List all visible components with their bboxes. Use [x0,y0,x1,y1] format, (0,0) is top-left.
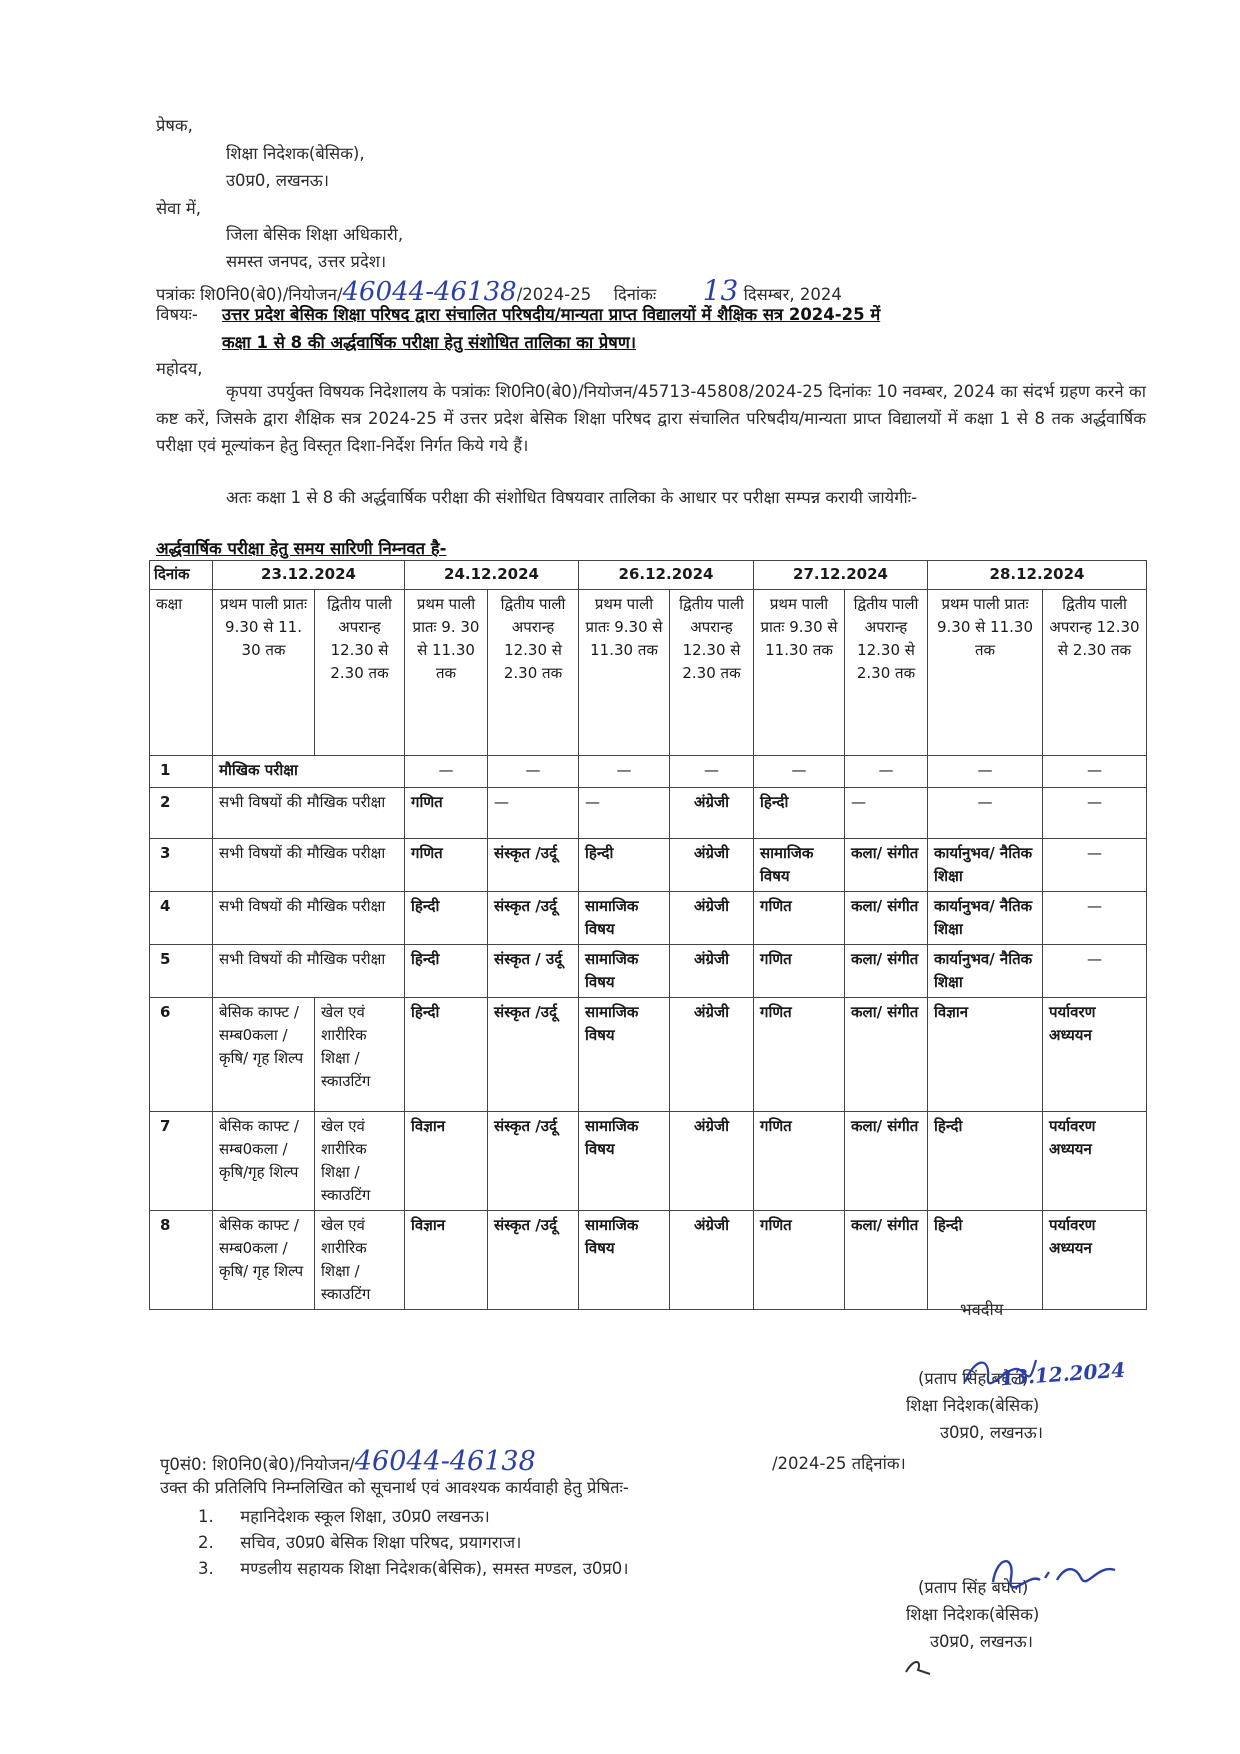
list-item [198,1504,490,1527]
subject-cell: गणित [405,788,488,839]
subject-cell: अंग्रेजी [670,788,754,839]
date-label-cell: दिनांक [150,561,213,590]
subject-cell: संस्कृत /उर्दू [488,839,579,892]
date-header-row [150,561,1147,590]
handwritten-signature-date: 13.12.2024 [999,1357,1126,1391]
day1-cell: सभी विषयों की मौखिक परीक्षा [213,945,405,998]
subject-cell: अंग्रेजी [670,998,754,1112]
subject-cell: — [579,756,670,788]
sender-line-1: शिक्षा निदेशक(बेसिक), [226,144,365,163]
day1-cell: सभी विषयों की मौखिक परीक्षा [213,788,405,839]
shift-cell: द्वितीय पाली अपरान्ह 12.30 से 2.30 तक [670,590,754,756]
subject-line-1: उत्तर प्रदेश बेसिक शिक्षा परिषद द्वारा संचालित परिषदीय/मान्यता प्राप्त विद्यालयों में शैक्षिक सत्र 2024-25 में [222,305,881,324]
table-row [150,998,1147,1112]
subject-cell: हिन्दी [928,1112,1043,1211]
paragraph-2: अतः कक्षा 1 से 8 की अर्द्धवार्षिक परीक्षा की संशोधित विषयवार तालिका के आधार पर परीक्षा सम्पन्न करायी जायेगीः- [226,488,918,507]
shift-header-row [150,590,1147,756]
subject-cell: सामाजिक विषय [579,998,670,1112]
class-number: 6 [150,998,213,1112]
shift-cell: द्वितीय पाली अपरान्ह 12.30 से 2.30 तक [488,590,579,756]
sender-line-2: उ0प्र0, लखनऊ। [226,171,329,190]
table-row [150,788,1147,839]
table-row [150,839,1147,892]
date-cell: 28.12.2024 [928,561,1147,590]
salutation: महोदय, [156,359,203,378]
list-item-number: 3. [198,1559,214,1578]
shift-cell: प्रथम पाली प्रातः 9.30 से 11.30 तक [754,590,845,756]
exam-timetable [149,560,1147,1310]
subject-cell: कला/ संगीत [845,1211,928,1310]
initial-mark [900,1652,940,1682]
list-item-number: 2. [198,1533,214,1552]
subject-cell: पर्यावरण अध्ययन [1043,1211,1147,1310]
class-number: 2 [150,788,213,839]
subject-cell: अंग्रेजी [670,945,754,998]
subject-line-2: कक्षा 1 से 8 की अर्द्धवार्षिक परीक्षा हेतु संशोधित तालिका का प्रेषण। [222,333,637,352]
subject-cell: गणित [754,892,845,945]
subject-cell: गणित [754,1211,845,1310]
class-number: 5 [150,945,213,998]
endorsement-suffix: /2024-25 तद्दिनांक। [772,1454,906,1473]
day1-cell: सभी विषयों की मौखिक परीक्षा [213,892,405,945]
reference-prefix: पत्रांकः शि0नि0(बे0)/नियोजन/ [156,285,343,304]
subject-cell: संस्कृत /उर्दू [488,1211,579,1310]
subject-cell: हिन्दी [928,1211,1043,1310]
to-label: सेवा में, [156,199,201,218]
list-item-text: महानिदेशक स्कूल शिक्षा, उ0प्र0 लखनऊ। [240,1507,490,1526]
subject-cell: कला/ संगीत [845,945,928,998]
subject-cell: विज्ञान [405,1211,488,1310]
endorsement-intro: उक्त की प्रतिलिपि निम्नलिखित को सूचनार्थ एवं आवश्यक कार्यवाही हेतु प्रेषितः- [160,1478,629,1497]
to-line-2: समस्त जनपद, उत्तर प्रदेश। [226,252,387,271]
table-row [150,1112,1147,1211]
class-number: 3 [150,839,213,892]
table-row [150,1211,1147,1310]
signatory2-name: (प्रताप सिंह बघेल) [918,1578,1029,1597]
signatory-name: (प्रताप सिंह बघेल) [918,1369,1029,1388]
subject-cell: सामाजिक विषय [579,1112,670,1211]
subject-cell: — [488,756,579,788]
subject-cell: कला/ संगीत [845,1112,928,1211]
subject-cell: हिन्दी [405,892,488,945]
list-item-text: सचिव, उ0प्र0 बेसिक शिक्षा परिषद, प्रयागराज। [240,1533,522,1552]
day1-shift1-cell: बेसिक काफ्ट /सम्ब0कला /कृषि/ गृह शिल्प [213,998,315,1112]
day1-cell: मौखिक परीक्षा [213,756,405,788]
day1-shift2-cell: खेल एवं शारीरिक शिक्षा / स्काउटिंग [315,1112,405,1211]
signatory2-place: उ0प्र0, लखनऊ। [930,1632,1033,1651]
subject-cell: हिन्दी [405,998,488,1112]
signature-scribble [985,1552,1125,1597]
closing: भवदीय [960,1300,1004,1319]
subject-cell: कला/ संगीत [845,839,928,892]
shift-cell: प्रथम पाली प्रातः 9.30 से 11.30 तक [928,590,1043,756]
subject-cell: गणित [754,945,845,998]
shift-cell: द्वितीय पाली अपरान्ह 12.30 से 2.30 तक [1043,590,1147,756]
list-item [198,1530,521,1553]
date-cell: 26.12.2024 [579,561,754,590]
subject-cell: सामाजिक विषय [754,839,845,892]
subject-cell: कार्यानुभव/ नैतिक शिक्षा [928,892,1043,945]
subject-cell: — [928,756,1043,788]
signatory2-designation: शिक्षा निदेशक(बेसिक) [906,1605,1040,1624]
subject-cell: कार्यानुभव/ नैतिक शिक्षा [928,839,1043,892]
subject-cell: सामाजिक विषय [579,1211,670,1310]
table-row [150,892,1147,945]
subject-cell: — [754,756,845,788]
subject-cell: — [488,788,579,839]
subject-cell: — [845,756,928,788]
subject-cell: संस्कृत /उर्दू [488,998,579,1112]
paragraph-1: कृपया उपर्युक्त विषयक निदेशालय के पत्रांकः शि0नि0(बे0)/नियोजन/45713-45808/2024-25 दिनांकः 10 नवम्बर, 2024 का संदर्भ ग्रहण करने का कष्ट करें, जिसके द्वारा शैक्षिक सत्र 2024-25 में उत्तर प्रदेश बेसिक शिक्षा परिषद द्वारा संचालित परिषदीय/मान्यता प्राप्त विद्यालयों में कक्षा 1 से 8 तक अर्द्धवार्षिक परीक्षा एवं मूल्यांकन हेतु विस्तृत दिशा-निर्देश निर्गत किये गये हैं। [156,382,1146,455]
subject-cell: — [928,788,1043,839]
class-number: 1 [150,756,213,788]
table-row [150,756,1147,788]
shift-cell: प्रथम पाली प्रातः 9. 30 से 11.30 तक [405,590,488,756]
subject-cell: — [405,756,488,788]
day1-shift2-cell: खेल एवं शारीरिक शिक्षा / स्काउटिंग [315,998,405,1112]
subject-cell: अंग्रेजी [670,839,754,892]
class-label-cell: कक्षा [150,590,213,756]
day1-shift1-cell: बेसिक काफ्ट /सम्ब0कला /कृषि/ गृह शिल्प [213,1211,315,1310]
subject-cell: — [1043,788,1147,839]
shift-cell: द्वितीय पाली अपरान्ह 12.30 से 2.30 तक [845,590,928,756]
subject-cell: — [1043,756,1147,788]
sender-label: प्रेषक, [156,116,193,135]
subject-cell: विज्ञान [928,998,1043,1112]
subject-cell: कला/ संगीत [845,892,928,945]
handwritten-day: 13 [702,274,739,307]
subject-cell: — [670,756,754,788]
shift-cell: प्रथम पाली प्रातः 9.30 से 11. 30 तक [213,590,315,756]
table-row [150,945,1147,998]
subject-cell: — [1043,839,1147,892]
list-item-number: 1. [198,1507,214,1526]
signatory-designation: शिक्षा निदेशक(बेसिक) [906,1396,1040,1415]
list-item [198,1556,629,1579]
subject-cell: — [1043,945,1147,998]
date-label: दिनांकः [613,285,657,304]
subject-cell: अंग्रेजी [670,1112,754,1211]
subject-cell: — [1043,892,1147,945]
table-title: अर्द्धवार्षिक परीक्षा हेतु समय सारिणी निम्नवत है- [156,539,447,558]
class-number: 4 [150,892,213,945]
subject-cell: गणित [754,1112,845,1211]
day1-shift1-cell: बेसिक काफ्ट /सम्ब0कला /कृषि/गृह शिल्प [213,1112,315,1211]
subject-cell: हिन्दी [405,945,488,998]
subject-cell: पर्यावरण अध्ययन [1043,998,1147,1112]
subject-cell: — [579,788,670,839]
subject-cell: सामाजिक विषय [579,892,670,945]
subject-cell: संस्कृत /उर्दू [488,1112,579,1211]
subject-cell: गणित [405,839,488,892]
class-number: 8 [150,1211,213,1310]
day1-shift2-cell: खेल एवं शारीरिक शिक्षा / स्काउटिंग [315,1211,405,1310]
subject-cell: — [845,788,928,839]
subject-cell: संस्कृत /उर्दू [488,892,579,945]
date-cell: 23.12.2024 [213,561,405,590]
date-rest: दिसम्बर, 2024 [743,285,842,304]
subject-cell: कला/ संगीत [845,998,928,1112]
day1-cell: सभी विषयों की मौखिक परीक्षा [213,839,405,892]
class-number: 7 [150,1112,213,1211]
subject-cell: अंग्रेजी [670,892,754,945]
date-cell: 27.12.2024 [754,561,928,590]
shift-cell: द्वितीय पाली अपरान्ह 12.30 से 2.30 तक [315,590,405,756]
reference-suffix: /2024-25 [516,285,592,304]
subject-cell: सामाजिक विषय [579,945,670,998]
endorsement-prefix: पृ0सं0: शि0नि0(बे0)/नियोजन/ [160,1455,355,1474]
signature-scribble [960,1352,1040,1392]
endorsement-handwritten-number: 46044-46138 [354,1446,536,1477]
subject-cell: कार्यानुभव/ नैतिक शिक्षा [928,945,1043,998]
list-item-text: मण्डलीय सहायक शिक्षा निदेशक(बेसिक), समस्त मण्डल, उ0प्र0। [240,1559,629,1578]
to-line-1: जिला बेसिक शिक्षा अधिकारी, [226,225,404,244]
subject-cell: हिन्दी [579,839,670,892]
subject-cell: पर्यावरण अध्ययन [1043,1112,1147,1211]
signatory-place: उ0प्र0, लखनऊ। [940,1423,1043,1442]
subject-label: विषयः- [156,305,198,324]
subject-cell: हिन्दी [754,788,845,839]
date-cell: 24.12.2024 [405,561,579,590]
reference-handwritten-number: 46044-46138 [342,277,517,307]
shift-cell: प्रथम पाली प्रातः 9.30 से 11.30 तक [579,590,670,756]
subject-cell: संस्कृत / उर्दू [488,945,579,998]
endorsement-line [160,1446,536,1477]
subject-cell: गणित [754,998,845,1112]
subject-cell: अंग्रेजी [670,1211,754,1310]
subject-cell: विज्ञान [405,1112,488,1211]
